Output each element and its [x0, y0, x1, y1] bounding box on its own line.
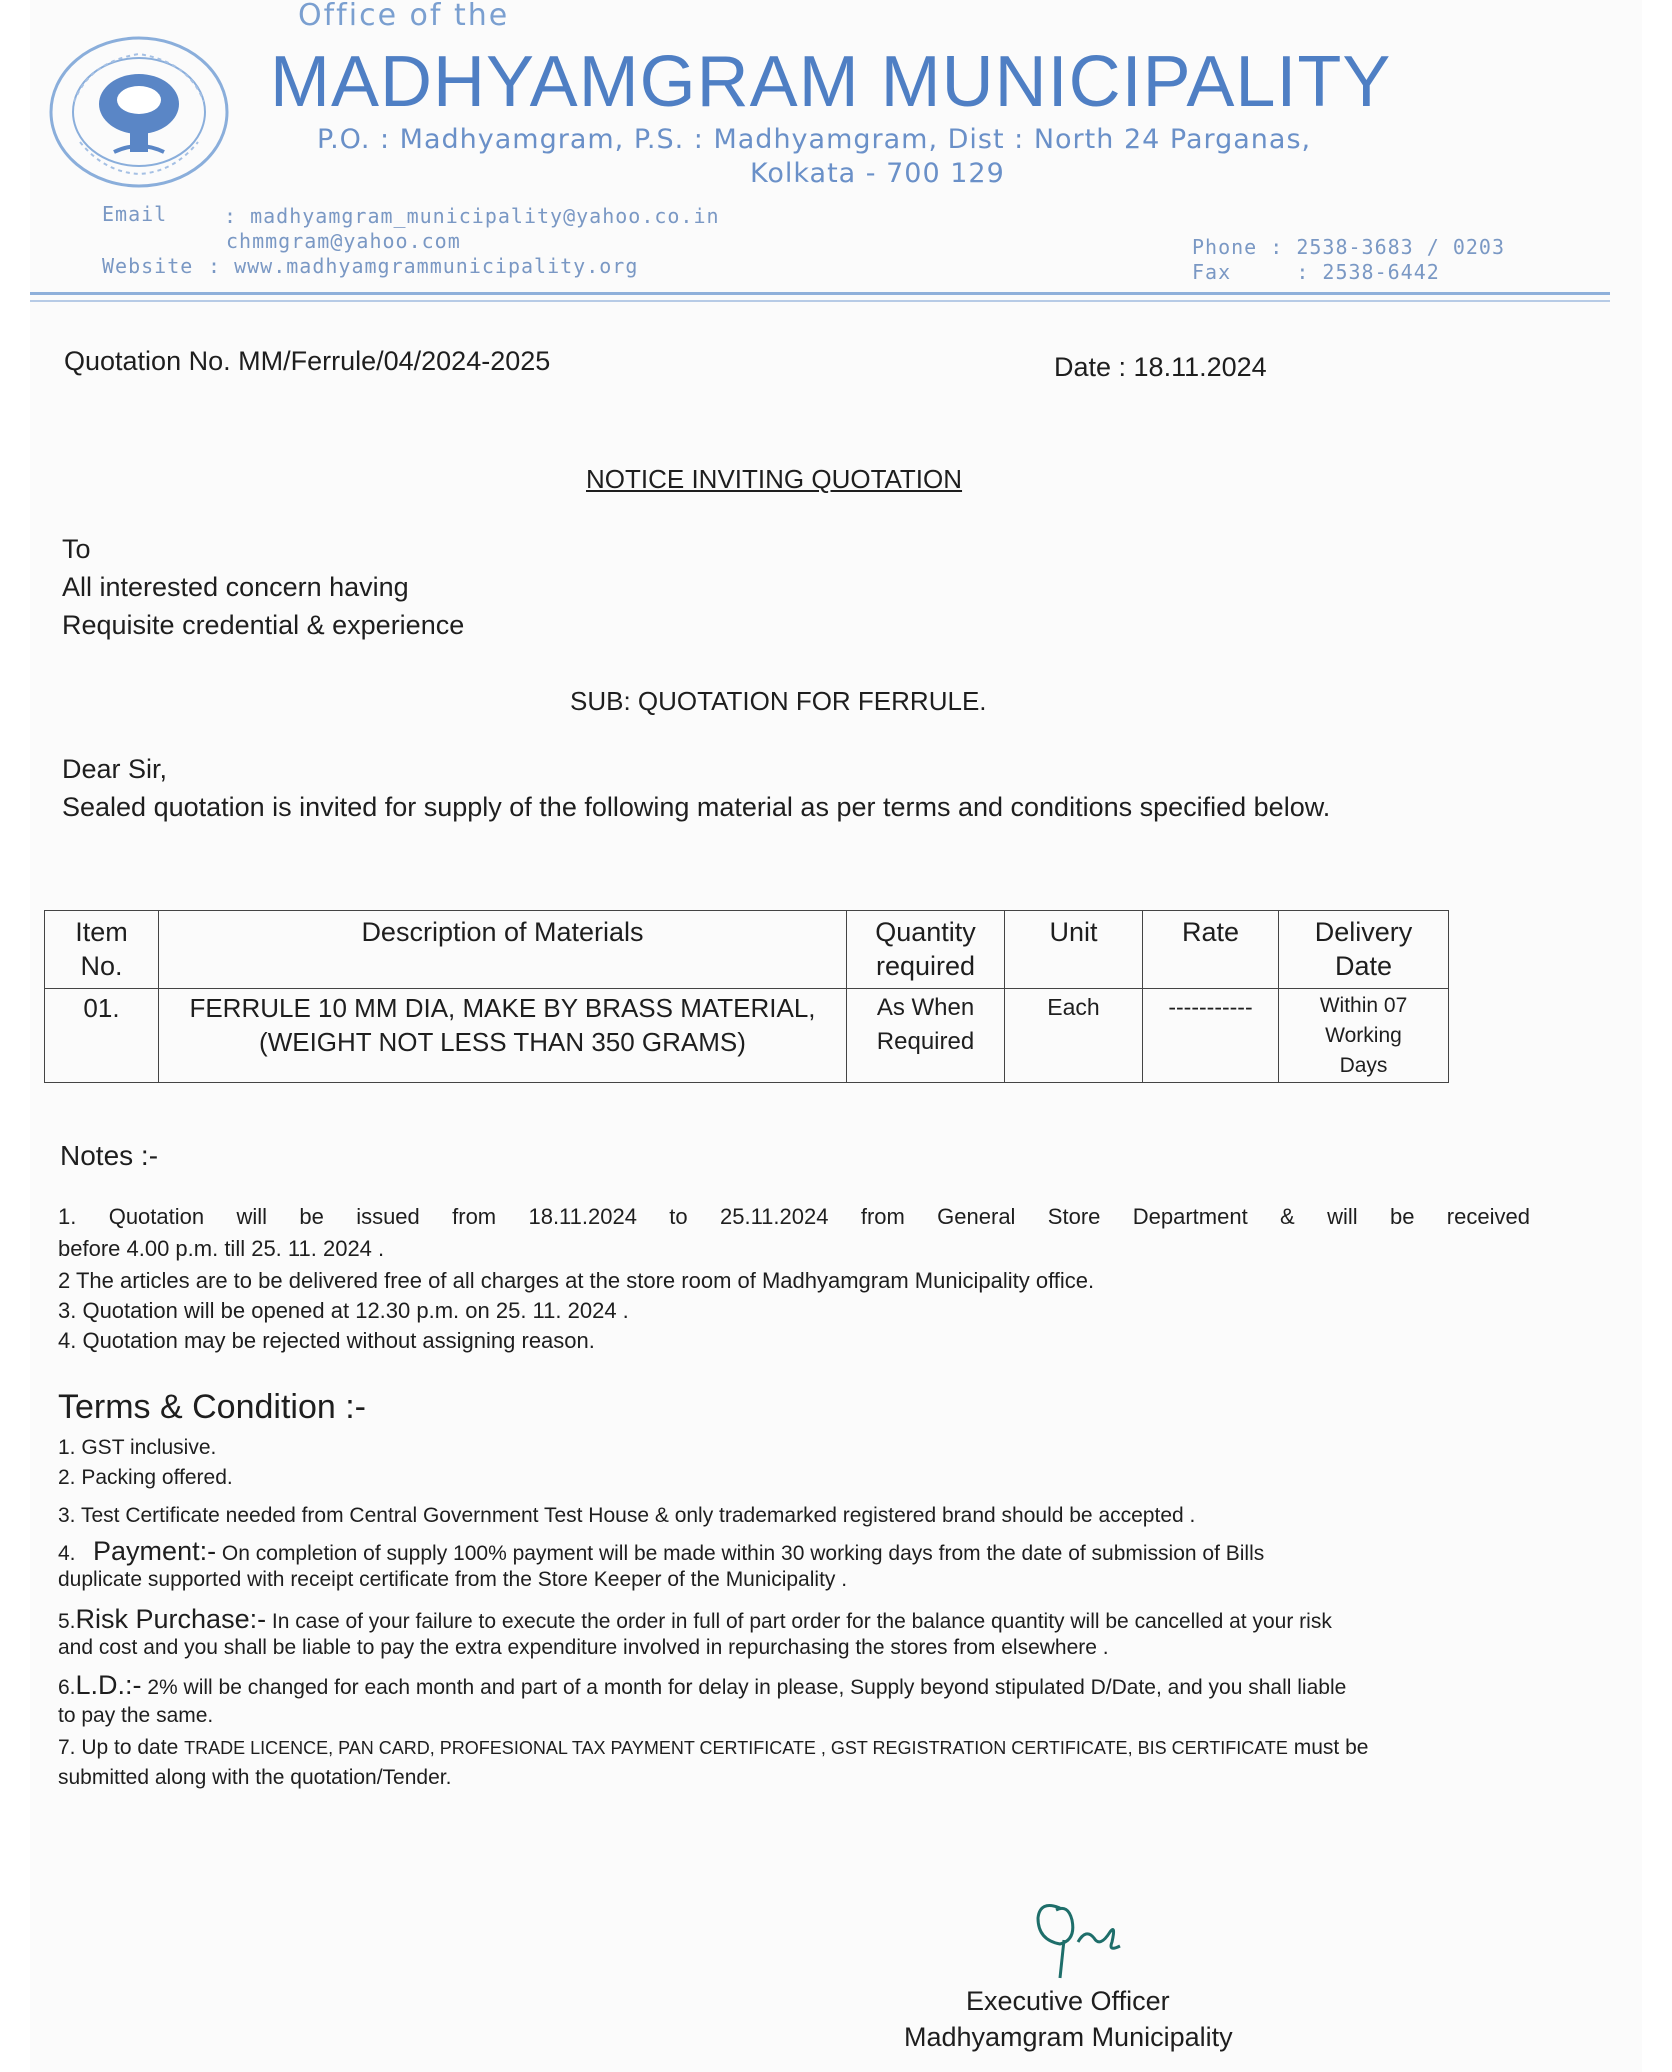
note-1-word: issued	[356, 1204, 420, 1229]
subject-line: SUB: QUOTATION FOR FERRULE.	[570, 686, 987, 716]
term-4: 4. Payment:- On completion of supply 100% payment will be made within 30 working days from the date of submission of Bills	[58, 1536, 1265, 1566]
note-1-word: 1.	[58, 1204, 77, 1229]
term-6: 6.L.D.:- 2% will be changed for each month and part of a month for delay in please, Supply beyond stipulated D/Date, and you shall liable	[58, 1670, 1347, 1700]
email-secondary: chmmgram@yahoo.com	[226, 229, 461, 253]
note-1	[58, 1204, 1530, 1230]
term-1: 1. GST inclusive.	[58, 1436, 217, 1459]
cell-quantity: As When Required	[847, 989, 1005, 1083]
note-2: 2 The articles are to be delivered free of all charges at the store room of Madhyamgram Municipality office.	[58, 1268, 1095, 1293]
materials-table	[44, 910, 1449, 1083]
term-3: 3. Test Certificate needed from Central Government Test House & only trademarked registered brand should be accepted .	[58, 1504, 1196, 1527]
letterhead-address-line2: Kolkata - 700 129	[750, 158, 1005, 189]
header-rate: Rate	[1143, 911, 1279, 989]
notes-heading: Notes :-	[60, 1140, 159, 1171]
note-1-word: Department	[1132, 1204, 1248, 1229]
note-1-word: Quotation	[108, 1204, 205, 1229]
table-row	[45, 989, 1449, 1083]
addressee-line: All interested concern having	[62, 572, 409, 602]
signatory-title: Executive Officer	[966, 1986, 1170, 2016]
addressee-line: To	[62, 534, 91, 564]
note-1-word: 18.11.2024	[528, 1204, 637, 1229]
note-1-word: 25.11.2024	[720, 1204, 829, 1229]
cell-delivery-date: Within 07 Working Days	[1279, 989, 1449, 1083]
header-item-no: Item No.	[45, 911, 159, 989]
term-5-continued: and cost and you shall be liable to pay the extra expenditure involved in repurchasing the stores from elsewhere .	[58, 1636, 1109, 1659]
note-1-word: from	[452, 1204, 497, 1229]
term-5: 5.Risk Purchase:- In case of your failure to execute the order in full of part order for the balance quantity will be cancelled at your risk	[58, 1604, 1332, 1634]
phone-number: Phone : 2538-3683 / 0203	[1192, 235, 1505, 259]
cell-unit: Each	[1005, 989, 1143, 1083]
note-4: 4. Quotation may be rejected without assigning reason.	[58, 1328, 595, 1353]
fax-number: Fax : 2538-6442	[1192, 260, 1440, 284]
letterhead-divider-secondary	[30, 300, 1610, 302]
cell-item-no: 01.	[45, 989, 159, 1083]
term-6-label: L.D.:-	[75, 1670, 142, 1700]
note-1-word: received	[1446, 1204, 1530, 1229]
letterhead-office-of: Office of the	[298, 0, 510, 33]
header-unit: Unit	[1005, 911, 1143, 989]
addressee-line: Requisite credential & experience	[62, 610, 465, 640]
term-4-continued: duplicate supported with receipt certificate from the Store Keeper of the Municipality .	[58, 1568, 848, 1591]
signatory-organization: Madhyamgram Municipality	[904, 2022, 1233, 2052]
letterhead-address-line1: P.O. : Madhyamgram, P.S. : Madhyamgram, Dist : North 24 Parganas,	[317, 124, 1312, 155]
salutation: Dear Sir,	[62, 754, 168, 784]
note-1-word: be	[1389, 1204, 1415, 1229]
handwritten-signature-icon	[1020, 1880, 1140, 1980]
note-1-word: General	[937, 1204, 1016, 1229]
note-1-word: from	[860, 1204, 905, 1229]
note-1-word: will	[1327, 1204, 1358, 1229]
term-7: 7. Up to date TRADE LICENCE, PAN CARD, PROFESIONAL TAX PAYMENT CERTIFICATE , GST REGISTRATION CERTIFICATE, BIS CERTIFICATE must be	[58, 1736, 1369, 1759]
notice-heading: NOTICE INVITING QUOTATION	[586, 464, 963, 494]
note-1-word: to	[669, 1204, 688, 1229]
intro-paragraph: Sealed quotation is invited for supply of the following material as per terms and conditions specified below.	[62, 792, 1331, 822]
header-quantity: Quantity required	[847, 911, 1005, 989]
header-delivery-date: Delivery Date	[1279, 911, 1449, 989]
letterhead-title: MADHYAMGRAM MUNICIPALITY	[270, 42, 1392, 122]
cell-rate: -----------	[1143, 989, 1279, 1083]
quotation-number: Quotation No. MM/Ferrule/04/2024-2025	[64, 346, 551, 376]
letterhead-divider	[30, 292, 1610, 295]
website-label: Website	[102, 254, 194, 278]
quotation-date: Date : 18.11.2024	[1054, 352, 1267, 382]
term-5-label: Risk Purchase:-	[75, 1604, 267, 1634]
note-1-word: will	[236, 1204, 268, 1229]
note-3: 3. Quotation will be opened at 12.30 p.m. on 25. 11. 2024 .	[58, 1298, 629, 1323]
term-7-continued: submitted along with the quotation/Tender.	[58, 1766, 452, 1789]
term-2: 2. Packing offered.	[58, 1466, 233, 1489]
website-url: : www.madhyamgrammunicipality.org	[208, 254, 639, 278]
term-4-label: Payment:-	[93, 1536, 217, 1566]
note-1-word: Store	[1047, 1204, 1101, 1229]
email-primary: : madhyamgram_municipality@yahoo.co.in	[224, 204, 720, 228]
note-1-continued: before 4.00 p.m. till 25. 11. 2024 .	[58, 1236, 385, 1261]
document-page	[30, 0, 1642, 2072]
cell-description: FERRULE 10 MM DIA, MAKE BY BRASS MATERIAL, (WEIGHT NOT LESS THAN 350 GRAMS)	[159, 989, 847, 1083]
term-6-continued: to pay the same.	[58, 1704, 214, 1727]
email-label: Email	[102, 202, 168, 226]
note-1-word: be	[299, 1204, 324, 1229]
table-header-row	[45, 911, 1449, 989]
municipality-seal-icon	[44, 32, 234, 192]
note-1-word: &	[1280, 1204, 1295, 1229]
terms-heading: Terms & Condition :-	[58, 1388, 366, 1426]
header-description: Description of Materials	[159, 911, 847, 989]
note-1-justified-line	[58, 1204, 1530, 1230]
